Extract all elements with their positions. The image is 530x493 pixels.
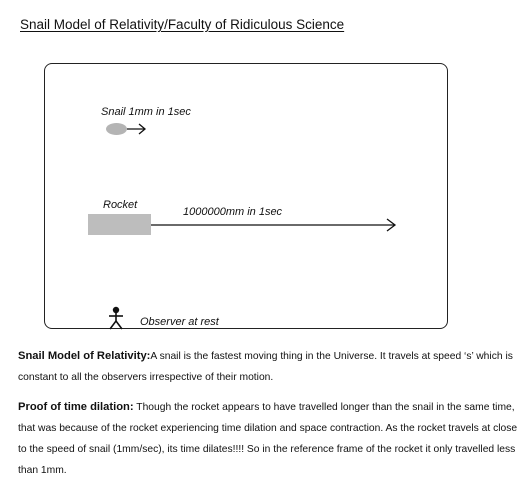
paragraph-heading: Proof of time dilation: xyxy=(18,401,134,413)
rocket-arrow-icon xyxy=(151,217,397,233)
paragraph-heading: Snail Model of Relativity: xyxy=(18,350,151,362)
diagram-frame xyxy=(44,63,448,329)
rocket-speed-label: 1000000mm in 1sec xyxy=(183,206,283,218)
snail-shape xyxy=(106,123,127,135)
rocket-shape xyxy=(88,214,151,235)
paragraph-time-dilation xyxy=(18,397,518,481)
paragraph-body: Though the rocket appears to have travelled longer than the snail in the same time, that was because of the rocket experiencing time dilation and space contraction. As the rocket travels at close to the speed of snail (1mm/sec), its time dilates!!!! So in the reference frame of the rocket it only travelled less than 1mm. xyxy=(18,402,518,476)
observer-label: Observer at rest xyxy=(140,316,219,328)
page-title: Snail Model of Relativity/Faculty of Ridiculous Science xyxy=(20,17,345,32)
stick-figure-icon xyxy=(108,306,124,330)
snail-arrow-icon xyxy=(127,123,147,135)
snail-label: Snail 1mm in 1sec xyxy=(101,106,191,118)
rocket-label: Rocket xyxy=(103,199,138,211)
paragraph-body: A snail is the fastest moving thing in the Universe. It travels at speed ‘s’ which is constant to all the observers irrespective of their motion. xyxy=(18,351,513,383)
paragraph-snail-model xyxy=(18,346,518,388)
